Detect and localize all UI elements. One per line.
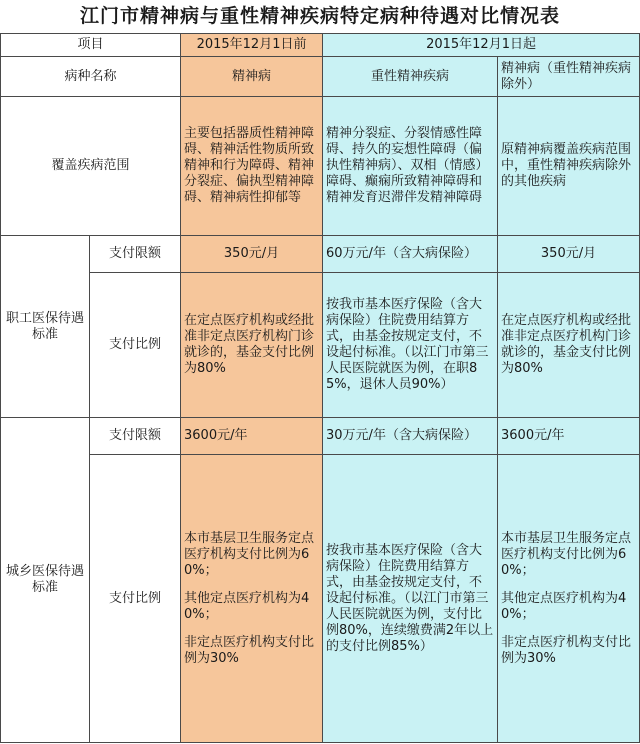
resident-ratio-label: 支付比例: [90, 455, 181, 743]
resident-ratio-other: [498, 455, 640, 743]
resident-ratio-before-p3: 非定点医疗机构支付比例为30%: [184, 634, 315, 666]
disease-name-severe: 重性精神疾病: [323, 57, 498, 97]
coverage-severe: 精神分裂症、分裂情感性障碍、持久的妄想性障碍（偏执性精神病）、双相（情感）障碍、癫痫所致精神障碍和精神发育迟滞伴发精神障碍: [323, 97, 498, 236]
header-after-date: 2015年12月1日起: [323, 34, 640, 57]
resident-ratio-other-p3: 非定点医疗机构支付比例为30%: [501, 634, 632, 666]
resident-ratio-severe: 按我市基本医疗保险（含大病保险）住院费用结算方式，由基金按规定支付，不设起付标准。（以江门市第三人民医院就医为例，支付比例80%，连续缴费满2年以上的支付比例85%）: [323, 455, 498, 743]
employee-ratio-before: 在定点医疗机构或经批准非定点医疗机构门诊就诊的，基金支付比例为80%: [181, 273, 323, 418]
resident-ratio-other-p2: 其他定点医疗机构为40%；: [501, 590, 627, 622]
page-title: 江门市精神病与重性精神疾病特定病种待遇对比情况表: [79, 5, 560, 27]
coverage-other: 原精神病覆盖疾病范围中，重性精神疾病除外的其他疾病: [498, 97, 640, 236]
employee-ratio-other: 在定点医疗机构或经批准非定点医疗机构门诊就诊的，基金支付比例为80%: [498, 273, 640, 418]
employee-limit-other: 350元/月: [498, 236, 640, 273]
resident-limit-severe: 30万元/年（含大病保险）: [323, 418, 498, 455]
resident-group-label: 城乡医保待遇标准: [1, 418, 90, 743]
resident-limit-other: 3600元/年: [498, 418, 640, 455]
employee-limit-before: 350元/月: [181, 236, 323, 273]
resident-ratio-other-p1: 本市基层卫生服务定点医疗机构支付比例为60%；: [501, 530, 632, 578]
employee-group-label: 职工医保待遇标准: [1, 236, 90, 418]
coverage-label: 覆盖疾病范围: [1, 97, 181, 236]
coverage-before: 主要包括器质性精神障碍、精神活性物质所致精神和行为障碍、精神分裂症、偏执型精神障碍、精神病性抑郁等: [181, 97, 323, 236]
resident-limit-before: 3600元/年: [181, 418, 323, 455]
disease-name-before: 精神病: [181, 57, 323, 97]
header-item: 项目: [1, 34, 181, 57]
employee-limit-label: 支付限额: [90, 236, 181, 273]
employee-limit-severe: 60万元/年（含大病保险）: [323, 236, 498, 273]
resident-limit-label: 支付限额: [90, 418, 181, 455]
resident-ratio-before-p1: 本市基层卫生服务定点医疗机构支付比例为60%；: [184, 530, 315, 578]
comparison-table: [0, 33, 640, 743]
disease-name-other: 精神病（重性精神疾病除外）: [498, 57, 640, 97]
header-before-date: 2015年12月1日前: [181, 34, 323, 57]
employee-ratio-severe: 按我市基本医疗保险（含大病保险）住院费用结算方式，由基金按规定支付，不设起付标准。（以江门市第三人民医院就医为例，在职85%，退休人员90%）: [323, 273, 498, 418]
resident-ratio-before: [181, 455, 323, 743]
resident-ratio-before-p2: 其他定点医疗机构为40%；: [184, 590, 310, 622]
disease-name-label: 病种名称: [1, 57, 181, 97]
employee-ratio-label: 支付比例: [90, 273, 181, 418]
